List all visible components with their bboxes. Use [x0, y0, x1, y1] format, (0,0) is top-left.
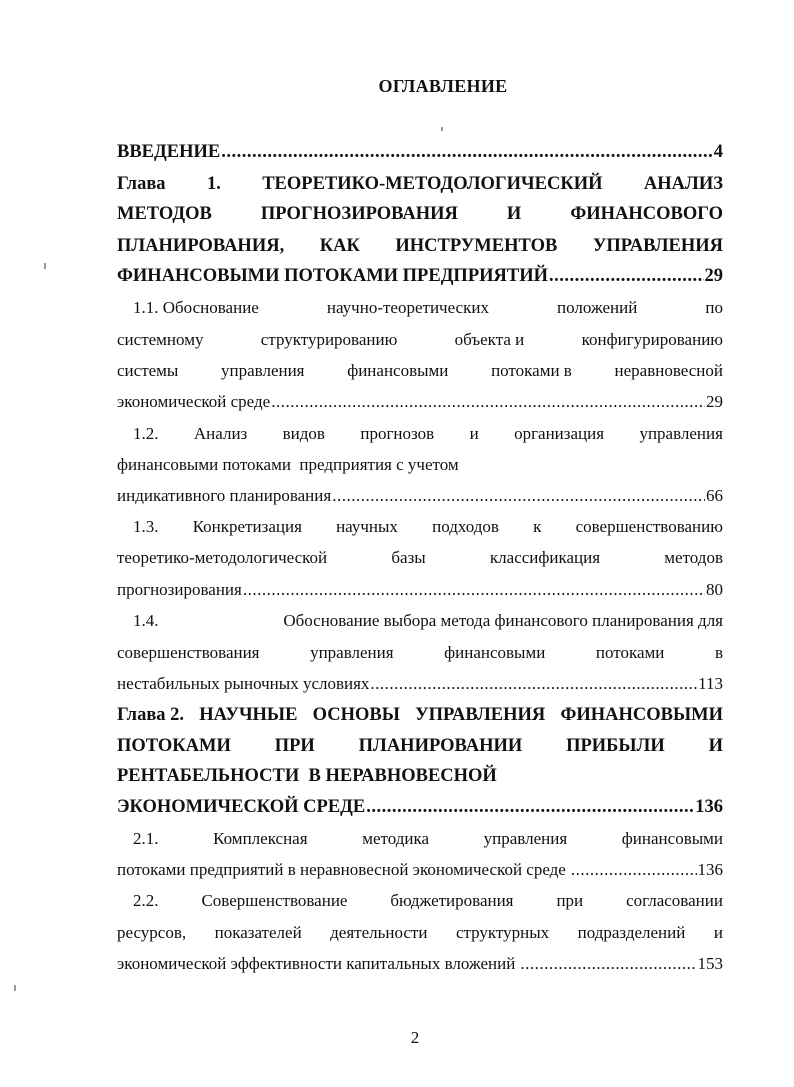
leader-dots	[332, 486, 705, 506]
toc-section-1-1-line-2[interactable]	[117, 330, 723, 350]
toc-entry-text: прогнозирования	[117, 580, 242, 599]
toc-word: системы	[117, 361, 179, 380]
toc-word: 2.1.	[133, 829, 159, 848]
toc-word: ПЛАНИРОВАНИИ	[358, 736, 523, 756]
toc-word: бюджетирования	[390, 891, 514, 910]
toc-page-number: 29	[706, 392, 723, 411]
toc-entry-text: потоками предприятий в неравновесной экономической среде	[117, 860, 566, 879]
toc-word: организация	[514, 424, 605, 443]
toc-word: по	[705, 298, 723, 317]
scan-speck	[441, 127, 443, 131]
toc-section-1-1-line-3[interactable]	[117, 361, 723, 381]
toc-word: КАК	[319, 236, 360, 256]
toc-section-1-3-line-1[interactable]	[133, 517, 723, 537]
toc-page-number: 4	[713, 142, 723, 162]
leader-dots	[571, 860, 697, 880]
toc-word: ТЕОРЕТИКО-МЕТОДОЛОГИЧЕСКИЙ	[262, 174, 603, 194]
toc-section-1-2-line-2[interactable]	[117, 455, 723, 475]
toc-word: согласовании	[626, 891, 723, 910]
toc-page-number: 113	[698, 674, 723, 693]
toc-word: И	[708, 736, 723, 756]
toc-word: теоретико-методологической	[117, 548, 328, 567]
toc-page-number: 66	[706, 486, 723, 505]
toc-word: Обоснование выбора метода финансового планирования для	[283, 611, 723, 630]
toc-word: совершенствованию	[575, 517, 723, 536]
toc-entry-text: индикативного планирования	[117, 486, 332, 505]
toc-word: научных	[336, 517, 398, 536]
leader-dots	[366, 797, 694, 818]
toc-word: 1.4.	[133, 611, 159, 630]
leader-dots	[271, 392, 705, 412]
toc-word: АНАЛИЗ	[643, 174, 723, 194]
toc-word: финансовыми	[347, 361, 449, 380]
toc-word: управления	[483, 829, 568, 848]
toc-word: 1.	[206, 174, 221, 194]
toc-word: методов	[664, 548, 723, 567]
toc-word: Анализ	[193, 424, 248, 443]
toc-word: управления	[310, 643, 394, 662]
toc-word: управления	[639, 424, 723, 443]
toc-word: прогнозов	[360, 424, 435, 443]
toc-chapter-2-line-2[interactable]	[117, 736, 723, 757]
toc-section-1-3-line-2[interactable]	[117, 548, 723, 568]
page-number: 2	[410, 1028, 420, 1047]
toc-page-number: 136	[695, 797, 723, 817]
toc-word: 1.3.	[133, 517, 159, 536]
leader-dots	[520, 954, 696, 974]
toc-word: структурированию	[260, 330, 398, 349]
leader-dots	[221, 142, 713, 163]
toc-word: УПРАВЛЕНИЯ	[415, 705, 546, 725]
toc-section-1-2-line-1[interactable]	[133, 424, 723, 444]
leader-dots	[549, 266, 704, 287]
toc-word: УПРАВЛЕНИЯ	[592, 236, 723, 256]
toc-word: ПРИ	[274, 736, 315, 756]
toc-word: неравновесной	[614, 361, 723, 380]
page-title: ОГЛАВЛЕНИЕ	[378, 76, 508, 96]
toc-word: управления	[221, 361, 305, 380]
toc-chapter-2-line-1[interactable]	[117, 705, 723, 726]
toc-section-1-4-line-2[interactable]	[117, 643, 723, 663]
toc-word: НАУЧНЫЕ	[199, 705, 298, 725]
toc-word: деятельности	[330, 923, 428, 942]
toc-word: конфигурированию	[581, 330, 723, 349]
toc-word: при	[556, 891, 584, 910]
toc-entry-text: экономической эффективности капитальных вложений	[117, 954, 516, 973]
toc-word: объекта и	[454, 330, 525, 349]
toc-section-2-2-line-1[interactable]	[133, 891, 723, 911]
toc-word: базы	[391, 548, 426, 567]
toc-word: методика	[362, 829, 430, 848]
toc-entry-text: РЕНТАБЕЛЬНОСТИ В НЕРАВНОВЕСНОЙ	[117, 766, 497, 786]
toc-chapter-1-line-2[interactable]	[117, 204, 723, 225]
toc-entry-text: ЭКОНОМИЧЕСКОЙ СРЕДЕ	[117, 797, 366, 817]
toc-word: 1.1. Обоснование	[133, 298, 259, 317]
toc-word: ФИНАНСОВЫМИ	[560, 705, 723, 725]
toc-word: подразделений	[577, 923, 686, 942]
toc-word: ИНСТРУМЕНТОВ	[395, 236, 558, 256]
leader-dots	[243, 580, 705, 600]
toc-word: совершенствования	[117, 643, 260, 662]
toc-section-2-1-line-1[interactable]	[133, 829, 723, 849]
toc-chapter-1-line-4[interactable]	[117, 266, 723, 287]
toc-word: ресурсов,	[117, 923, 187, 942]
scan-speck	[44, 263, 46, 269]
toc-section-1-1-line-4[interactable]	[117, 392, 723, 412]
toc-section-1-2-line-3[interactable]	[117, 486, 723, 506]
scan-speck	[14, 985, 16, 991]
toc-chapter-1-line-3[interactable]	[117, 236, 723, 257]
toc-word: и	[469, 424, 479, 443]
leader-dots	[370, 674, 697, 694]
toc-chapter-2-line-4[interactable]	[117, 797, 723, 818]
toc-word: И	[506, 204, 522, 224]
toc-word: 1.2.	[133, 424, 159, 443]
toc-word: ПОТОКАМИ	[117, 736, 231, 756]
toc-entry-text: экономической среде	[117, 392, 271, 411]
toc-word: в	[714, 643, 723, 662]
toc-word: Глава	[117, 174, 166, 194]
toc-word: потоками	[595, 643, 665, 662]
toc-section-1-4-line-3[interactable]	[117, 674, 723, 694]
toc-word: ПЛАНИРОВАНИЯ,	[117, 236, 285, 256]
toc-word: финансовыми	[444, 643, 546, 662]
toc-entry-text: финансовыми потоками предприятия с учетом	[117, 455, 459, 474]
toc-word: ПРИБЫЛИ	[566, 736, 665, 756]
toc-word: Комплексная	[213, 829, 308, 848]
toc-page-number: 136	[697, 860, 723, 879]
toc-entry-text: ВВЕДЕНИЕ	[117, 142, 221, 162]
toc-word: системному	[117, 330, 204, 349]
toc-word: и	[713, 923, 723, 942]
toc-page-number: 29	[704, 266, 723, 286]
toc-word: структурных	[455, 923, 550, 942]
toc-word: показателей	[214, 923, 302, 942]
toc-section-2-2-line-2[interactable]	[117, 923, 723, 943]
toc-word: видов	[282, 424, 325, 443]
toc-page-number: 153	[697, 954, 723, 973]
toc-section-2-2-line-3[interactable]	[117, 954, 723, 974]
toc-word: Глава 2.	[117, 705, 185, 725]
toc-entry-text: нестабильных рыночных условиях	[117, 674, 370, 693]
toc-entry-text: ФИНАНСОВЫМИ ПОТОКАМИ ПРЕДПРИЯТИЙ	[117, 266, 548, 286]
toc-word: ФИНАНСОВОГО	[570, 204, 723, 224]
toc-entry-intro[interactable]	[117, 142, 723, 163]
toc-word: МЕТОДОВ	[117, 204, 212, 224]
toc-word: Совершенствование	[201, 891, 348, 910]
toc-chapter-2-line-3[interactable]	[117, 766, 723, 787]
toc-section-1-3-line-3[interactable]	[117, 580, 723, 600]
toc-section-1-4-line-1[interactable]	[133, 611, 723, 631]
toc-word: подходов	[432, 517, 499, 536]
toc-word: классификация	[489, 548, 601, 567]
toc-page-number: 80	[706, 580, 723, 599]
toc-word: ОСНОВЫ	[312, 705, 400, 725]
toc-word: потоками в	[491, 361, 572, 380]
toc-section-2-1-line-2[interactable]	[117, 860, 723, 880]
toc-word: научно-теоретических	[326, 298, 489, 317]
toc-section-1-1-line-1[interactable]	[133, 298, 723, 318]
toc-word: Конкретизация	[192, 517, 302, 536]
toc-word: ПРОГНОЗИРОВАНИЯ	[260, 204, 458, 224]
toc-word: 2.2.	[133, 891, 159, 910]
toc-word: к	[533, 517, 542, 536]
toc-chapter-1-line-1[interactable]	[117, 174, 723, 195]
toc-word: финансовыми	[621, 829, 723, 848]
toc-word: положений	[557, 298, 638, 317]
